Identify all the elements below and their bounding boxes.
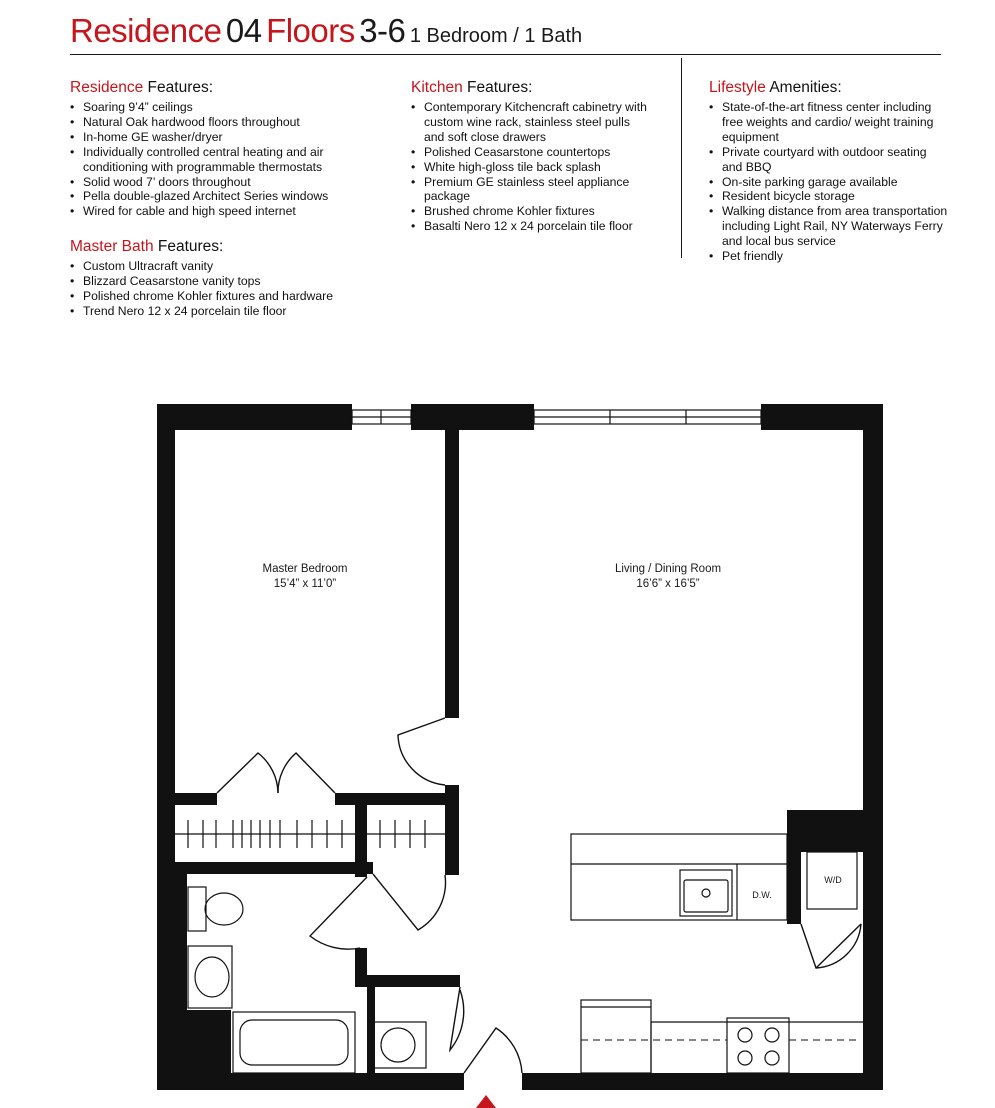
entry-arrow-icon <box>476 1095 496 1108</box>
kitchen-features-title-accent: Kitchen <box>411 79 463 96</box>
list-item: • Walking distance from area transportation including Light Rail, NY Waterways Ferry and local bus service <box>709 204 949 249</box>
list-item: • Premium GE stainless steel appliance package <box>411 175 651 205</box>
master-bedroom-dims: 15’4” x 11’0” <box>273 578 337 590</box>
list-item: • On-site parking garage available <box>709 175 949 190</box>
list-item: • White high-gloss tile back splash <box>411 160 651 175</box>
list-item: • Trend Nero 12 x 24 porcelain tile floor <box>70 304 370 319</box>
list-item: • Blizzard Ceasarstone vanity tops <box>70 274 370 289</box>
list-item: • Contemporary Kitchencraft cabinetry with custom wine rack, stainless steel pulls and soft close drawers <box>411 100 651 145</box>
list-item: • State-of-the-art fitness center including free weights and cardio/ weight training equipment <box>709 100 949 145</box>
lifestyle-amenities-title-accent: Lifestyle <box>709 79 766 96</box>
list-item: • Wired for cable and high speed internet <box>70 204 370 219</box>
fixtures <box>175 820 863 1073</box>
residence-features-title-accent: Residence <box>70 79 144 96</box>
residence-word: Residence <box>70 12 222 49</box>
list-item: • Natural Oak hardwood floors throughout <box>70 115 370 130</box>
list-item: • Resident bicycle storage <box>709 189 949 204</box>
unit-type: 1 Bedroom / 1 Bath <box>409 25 583 47</box>
master-bath-features-title-rest: Features: <box>153 238 224 255</box>
list-item: • Individually controlled central heating and air conditioning with programmable thermostats <box>70 145 370 175</box>
living-dining-label: Living / Dining Room <box>614 563 722 575</box>
living-dining-dims: 16’6” x 16’5” <box>636 578 700 590</box>
floors-word: Floors <box>266 12 355 49</box>
list-item: • Basalti Nero 12 x 24 porcelain tile floor <box>411 219 651 234</box>
residence-number: 04 <box>225 12 262 49</box>
floors-range: 3-6 <box>359 12 406 49</box>
list-item: • Brushed chrome Kohler fixtures <box>411 204 651 219</box>
room-labels <box>262 563 842 900</box>
residence-features-title-rest: Features: <box>143 79 214 96</box>
washer-dryer-label: W/D <box>824 875 842 885</box>
list-item: • Pella double-glazed Architect Series windows <box>70 189 370 204</box>
list-item: • Polished Ceasarstone countertops <box>411 145 651 160</box>
walls <box>157 404 883 1090</box>
dishwasher-label: D.W. <box>752 890 772 900</box>
list-item: • Soaring 9’4” ceilings <box>70 100 370 115</box>
list-item: • Solid wood 7’ doors throughout <box>70 175 370 190</box>
kitchen-features-title-rest: Features: <box>462 79 533 96</box>
list-item: • In-home GE washer/dryer <box>70 130 370 145</box>
master-bath-features-title-accent: Master Bath <box>70 238 154 255</box>
list-item: • Pet friendly <box>709 249 949 264</box>
list-item: • Custom Ultracraft vanity <box>70 259 370 274</box>
list-item: • Polished chrome Kohler fixtures and hardware <box>70 289 370 304</box>
master-bedroom-label: Master Bedroom <box>262 563 348 575</box>
lifestyle-amenities-title-rest: Amenities: <box>765 79 842 96</box>
list-item: • Private courtyard with outdoor seating and BBQ <box>709 145 949 175</box>
